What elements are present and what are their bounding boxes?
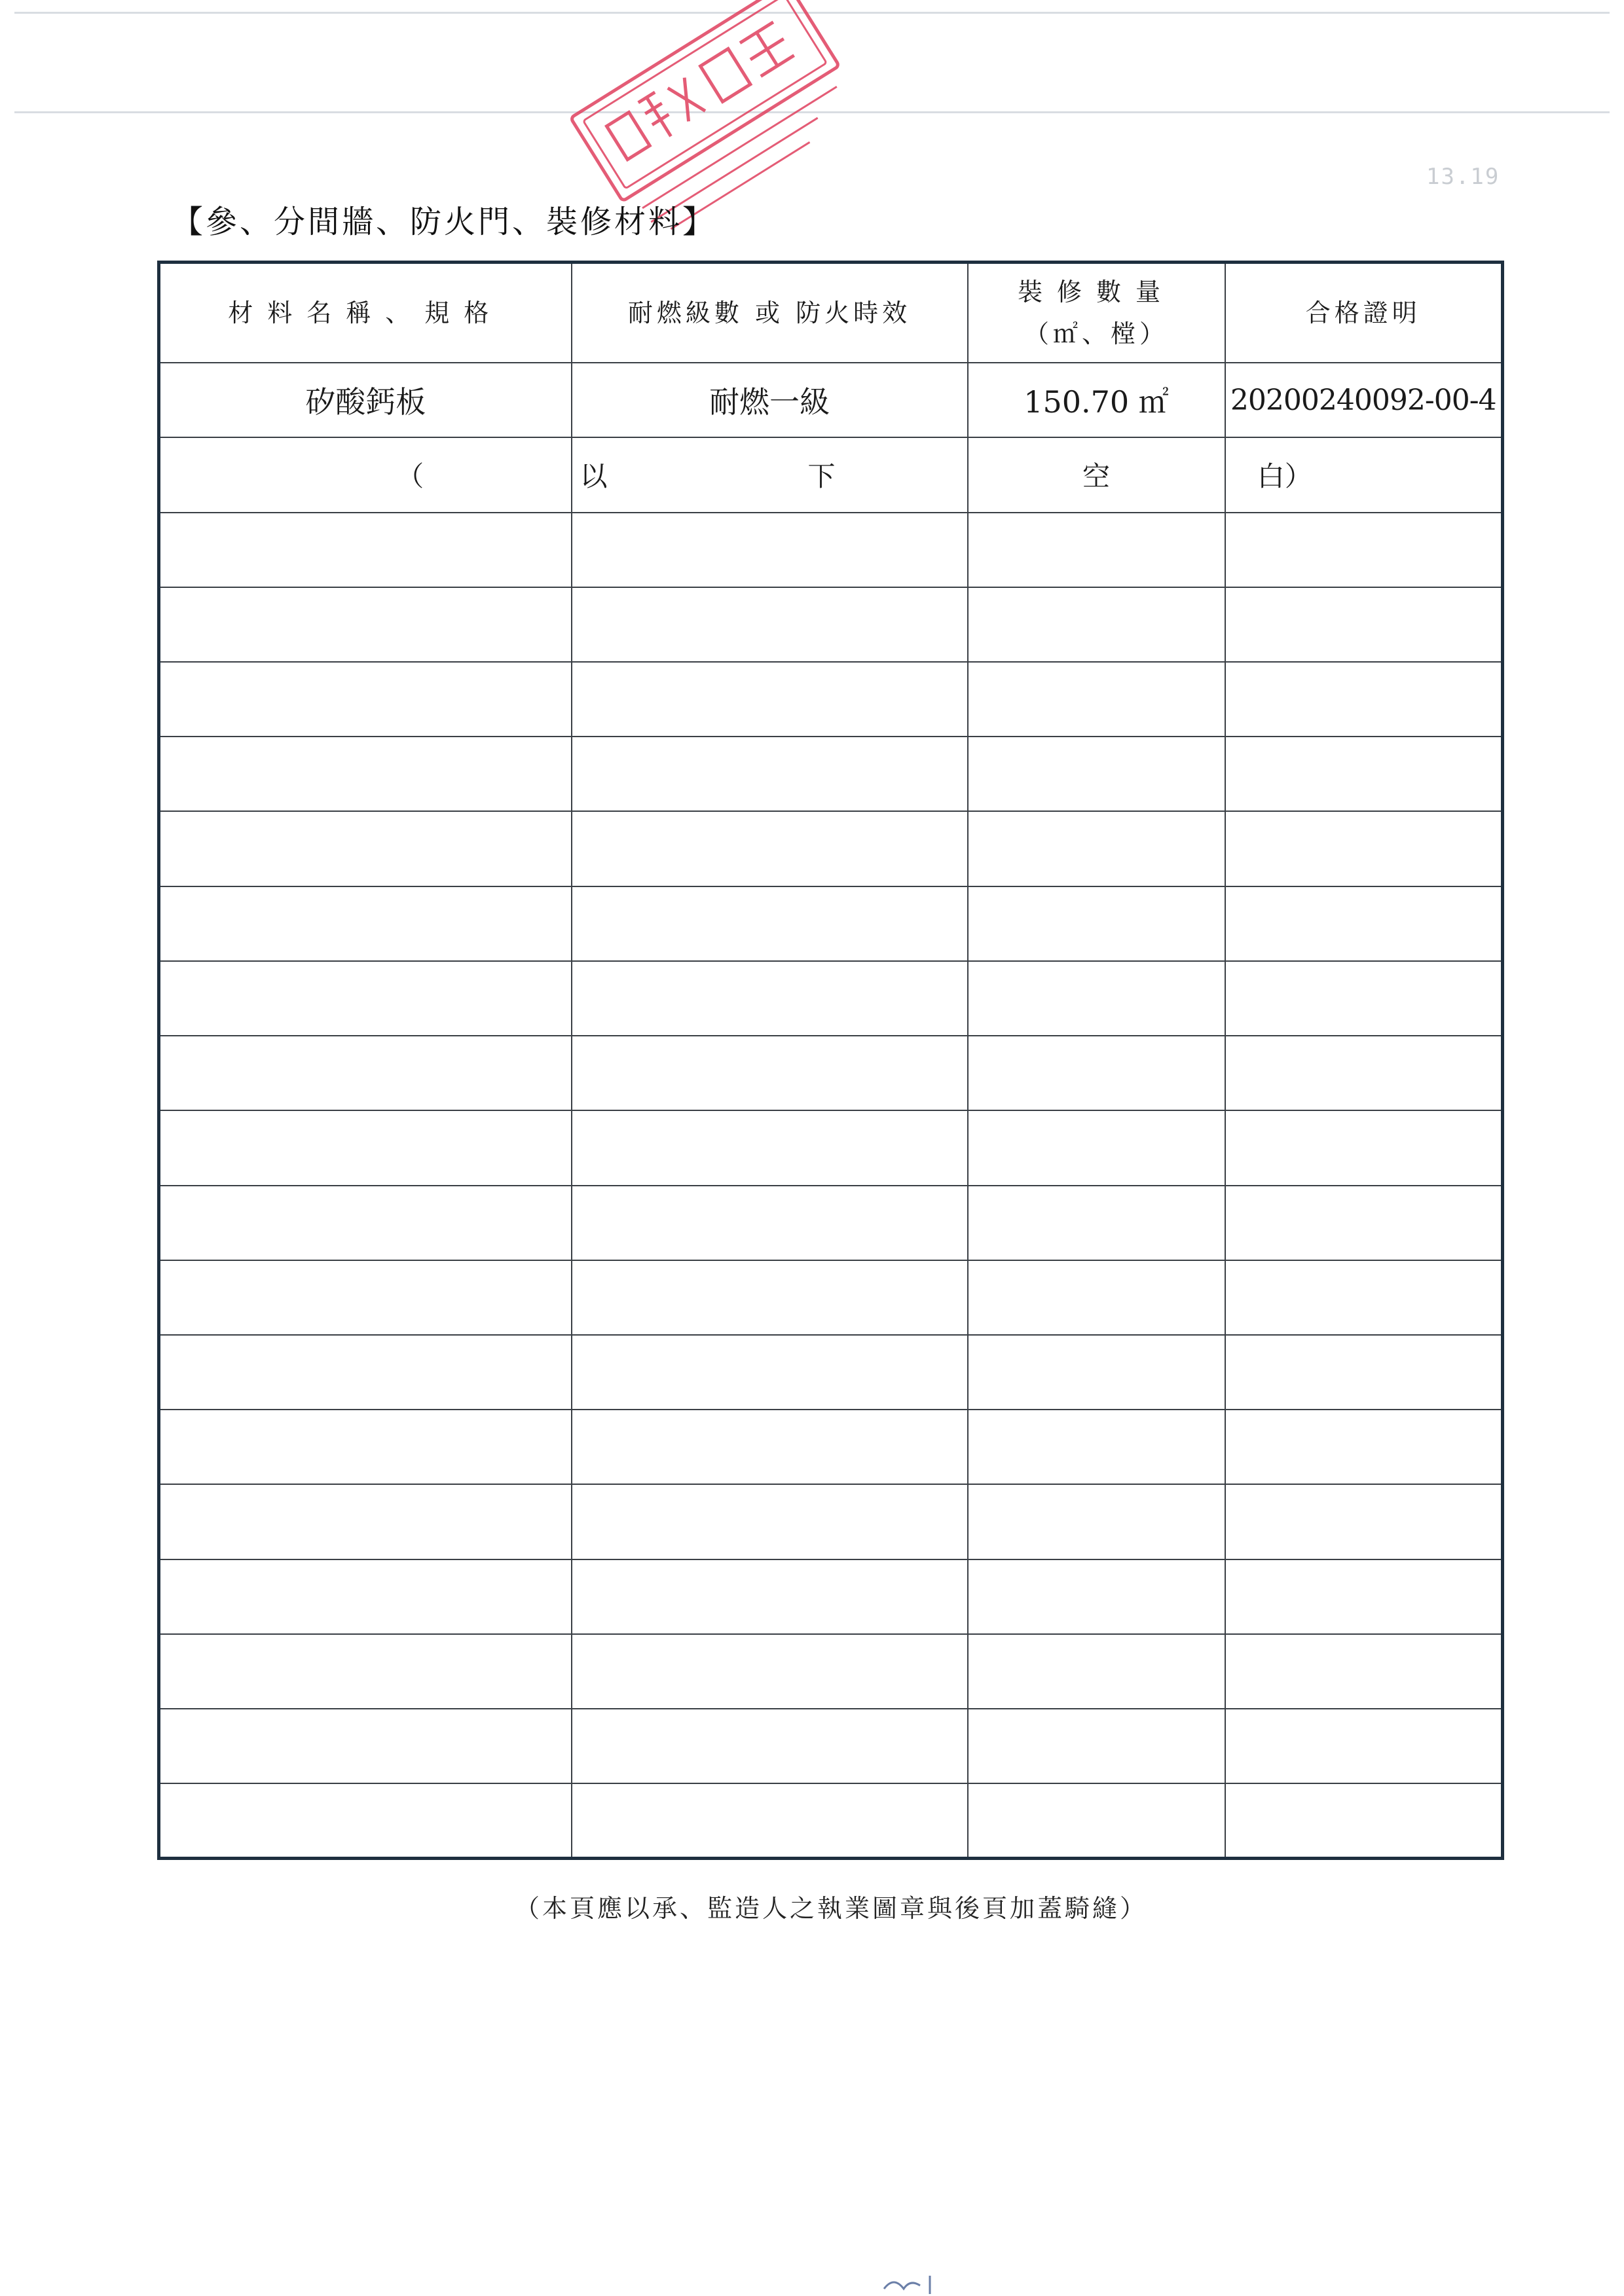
table-row — [159, 513, 1503, 587]
empty-cell — [1225, 961, 1503, 1036]
empty-cell — [572, 1186, 968, 1260]
blank-marker-cell-3 — [968, 437, 1225, 512]
empty-cell — [572, 1335, 968, 1410]
header-material-name: 材料名稱、規格 — [159, 263, 572, 363]
empty-cell — [159, 662, 572, 737]
empty-cell — [159, 886, 572, 961]
empty-cell — [968, 1036, 1225, 1110]
empty-cell — [968, 1260, 1225, 1335]
empty-cell — [1225, 1110, 1503, 1185]
table-row — [159, 961, 1503, 1036]
footer-note: （本頁應以承、監造人之執業圖章與後頁加蓋騎縫） — [515, 1894, 1148, 1923]
empty-cell — [159, 1484, 572, 1559]
empty-cell — [572, 811, 968, 886]
empty-cell — [968, 513, 1225, 587]
empty-rows — [159, 513, 1503, 1859]
cell-material-name: 矽酸鈣板 — [159, 363, 572, 437]
blank-marker-yi: 以 — [580, 460, 608, 493]
empty-cell — [1225, 1036, 1503, 1110]
empty-cell — [968, 1559, 1225, 1634]
empty-cell — [572, 1036, 968, 1110]
empty-cell — [1225, 1783, 1503, 1858]
empty-cell — [572, 737, 968, 811]
header-fire-rating: 耐燃級數 或 防火時效 — [572, 263, 968, 363]
empty-cell — [1225, 737, 1503, 811]
empty-cell — [159, 1036, 572, 1110]
blank-marker-cell-1 — [159, 437, 572, 512]
empty-cell — [159, 1709, 572, 1783]
empty-cell — [968, 811, 1225, 886]
empty-cell — [1225, 662, 1503, 737]
empty-cell — [159, 1559, 572, 1634]
empty-cell — [572, 1410, 968, 1484]
table-row — [159, 1335, 1503, 1410]
table-row — [159, 363, 1503, 437]
empty-cell — [1225, 1260, 1503, 1335]
empty-cell — [572, 1634, 968, 1709]
empty-cell — [572, 1260, 968, 1335]
empty-cell — [1225, 1709, 1503, 1783]
empty-cell — [1225, 886, 1503, 961]
empty-cell — [572, 513, 968, 587]
blank-marker-cell-2 — [572, 437, 968, 512]
table-row — [159, 737, 1503, 811]
blank-marker-open: （ — [396, 460, 424, 493]
blank-marker-xia: 下 — [807, 460, 836, 493]
blank-marker-row — [159, 437, 1503, 512]
table-row — [159, 1559, 1503, 1634]
table-row — [159, 811, 1503, 886]
table-row — [159, 1634, 1503, 1709]
empty-cell — [968, 1186, 1225, 1260]
scan-page-number: 13.19 — [1426, 164, 1500, 190]
table-header-row — [159, 263, 1503, 363]
empty-cell — [968, 1783, 1225, 1858]
empty-cell — [968, 1634, 1225, 1709]
empty-cell — [1225, 1335, 1503, 1410]
empty-cell — [1225, 1484, 1503, 1559]
empty-cell — [968, 1410, 1225, 1484]
empty-cell — [572, 886, 968, 961]
empty-cell — [159, 961, 572, 1036]
cell-certificate: 20200240092-00-4 — [1225, 363, 1503, 437]
empty-cell — [1225, 811, 1503, 886]
empty-cell — [1225, 513, 1503, 587]
empty-cell — [572, 1484, 968, 1559]
empty-cell — [159, 1186, 572, 1260]
empty-cell — [968, 1335, 1225, 1410]
table-row — [159, 1186, 1503, 1260]
section-title: 【參、分間牆、防火門、裝修材料】 — [172, 204, 717, 240]
empty-cell — [159, 1410, 572, 1484]
empty-cell — [572, 1783, 968, 1858]
empty-cell — [968, 1484, 1225, 1559]
blank-marker-cell-4 — [1225, 437, 1503, 512]
empty-cell — [159, 1634, 572, 1709]
empty-cell — [159, 1335, 572, 1410]
empty-cell — [968, 961, 1225, 1036]
empty-cell — [1225, 1186, 1503, 1260]
empty-cell — [159, 737, 572, 811]
empty-cell — [159, 1110, 572, 1185]
cell-quantity: 150.70 ㎡ — [968, 363, 1225, 437]
table-row — [159, 1484, 1503, 1559]
empty-cell — [968, 1110, 1225, 1185]
cell-fire-rating: 耐燃一級 — [572, 363, 968, 437]
empty-cell — [968, 587, 1225, 662]
empty-cell — [1225, 1634, 1503, 1709]
empty-cell — [968, 886, 1225, 961]
table-row — [159, 1783, 1503, 1858]
header-quantity-line1: 裝修數量 — [1017, 278, 1175, 307]
empty-cell — [572, 1559, 968, 1634]
header-quantity-line2: （㎡、樘） — [1024, 319, 1168, 349]
empty-cell — [968, 737, 1225, 811]
empty-cell — [159, 587, 572, 662]
blank-marker-kong: 空 — [1082, 460, 1110, 493]
table-row — [159, 1036, 1503, 1110]
header-certificate: 合格證明 — [1225, 263, 1503, 363]
empty-cell — [159, 513, 572, 587]
empty-cell — [159, 1783, 572, 1858]
table-row — [159, 1110, 1503, 1185]
table-row — [159, 1410, 1503, 1484]
blank-marker-bai: 白） — [1257, 460, 1312, 493]
table-row — [159, 587, 1503, 662]
table-row — [159, 662, 1503, 737]
empty-cell — [572, 961, 968, 1036]
empty-cell — [572, 662, 968, 737]
material-table — [157, 261, 1504, 1860]
empty-cell — [572, 1110, 968, 1185]
empty-cell — [968, 662, 1225, 737]
table-row — [159, 1260, 1503, 1335]
empty-cell — [968, 1709, 1225, 1783]
empty-cell — [159, 811, 572, 886]
empty-cell — [572, 1709, 968, 1783]
empty-cell — [572, 587, 968, 662]
table-row — [159, 1709, 1503, 1783]
partial-signature-mark — [877, 2269, 956, 2295]
empty-cell — [1225, 1559, 1503, 1634]
header-quantity — [968, 263, 1225, 363]
table-row — [159, 886, 1503, 961]
empty-cell — [1225, 1410, 1503, 1484]
empty-cell — [159, 1260, 572, 1335]
empty-cell — [1225, 587, 1503, 662]
